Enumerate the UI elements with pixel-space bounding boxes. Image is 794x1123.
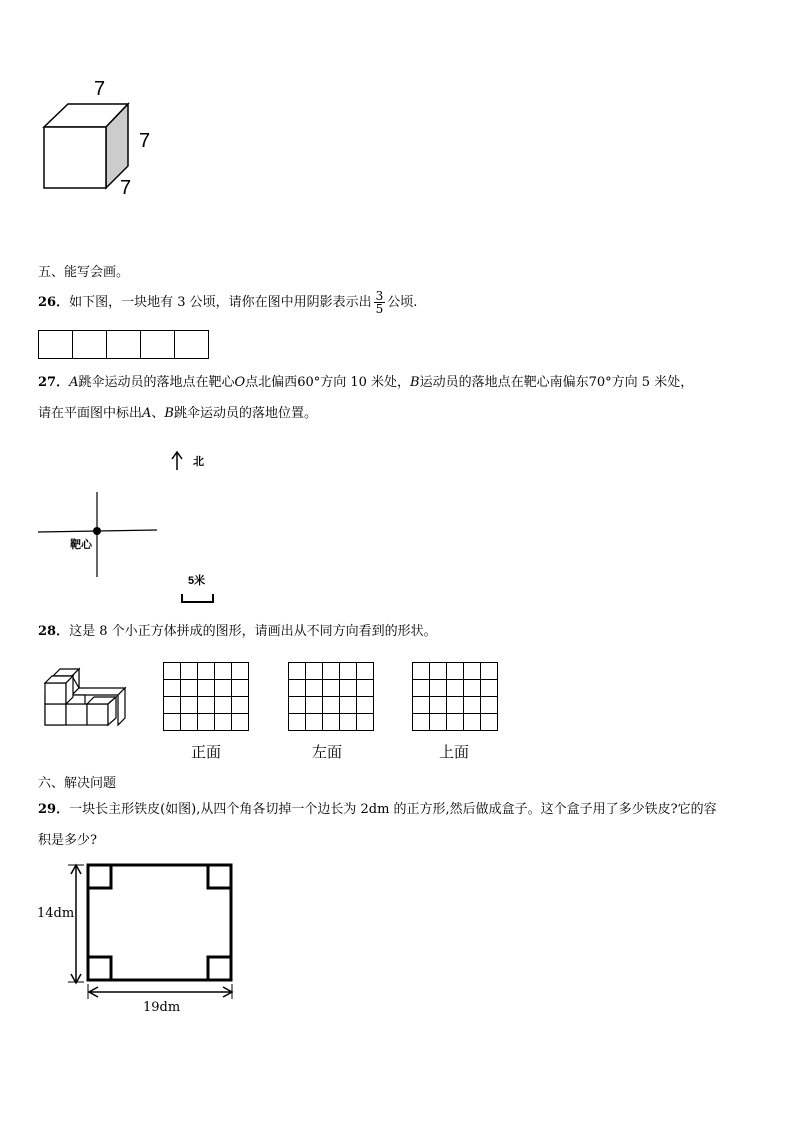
front-view-grid[interactable]: [163, 662, 249, 731]
q27-angle-1: 60°: [297, 375, 321, 390]
top-view-label: 上面: [439, 744, 470, 761]
q27-line2-var-a: A: [142, 406, 152, 421]
grid-cell[interactable]: [306, 697, 323, 714]
grid-cell[interactable]: [481, 714, 498, 731]
grid-cell[interactable]: [357, 663, 374, 680]
grid-cell[interactable]: [164, 697, 181, 714]
height-label: 14dm: [37, 906, 75, 921]
q27-line1: [38, 375, 693, 391]
grid-cell[interactable]: [215, 714, 232, 731]
q26-number: 26．: [38, 295, 70, 310]
q28-text: [38, 624, 437, 640]
grid-cell[interactable]: [481, 697, 498, 714]
grid-cell[interactable]: [215, 680, 232, 697]
q27-text-h: 运动员的落地点在靶心南偏东: [419, 375, 589, 390]
strip-cell[interactable]: [174, 330, 209, 359]
scale-bar: [182, 594, 213, 602]
grid-cell[interactable]: [357, 714, 374, 731]
grid-cell[interactable]: [464, 697, 481, 714]
grid-cell[interactable]: [289, 697, 306, 714]
grid-cell[interactable]: [430, 680, 447, 697]
q29-number: 29．: [38, 802, 70, 817]
q27-number: 27．: [38, 375, 70, 390]
left-view-label: 左面: [312, 744, 343, 761]
q27-line2-a: 请在平面图中标出: [38, 406, 143, 421]
cube-front-face: [44, 127, 106, 188]
q26-text: [38, 290, 417, 315]
q29-line1: [38, 802, 717, 818]
grid-cell[interactable]: [215, 697, 232, 714]
q27-text-b: 跳伞运动员的落地点在靶心: [78, 375, 235, 390]
corner-square-br: [208, 957, 231, 980]
scale-label: 5米: [188, 575, 206, 587]
grid-cell[interactable]: [447, 697, 464, 714]
section5-heading: 五、能写会画。: [38, 265, 130, 280]
grid-cell[interactable]: [306, 680, 323, 697]
left-view-grid[interactable]: [288, 662, 374, 731]
grid-cell[interactable]: [340, 697, 357, 714]
grid-cell[interactable]: [164, 663, 181, 680]
q29-line1-text: 一块长主形铁皮(如图),从四个角各切掉一个边长为 2dm 的正方形,然后做成盒子。这个盒子用了多少铁皮?它的容: [69, 802, 717, 817]
grid-cell[interactable]: [181, 697, 198, 714]
grid-cell[interactable]: [306, 714, 323, 731]
strip-cell[interactable]: [38, 330, 73, 359]
q29-line2: 积是多少?: [38, 833, 97, 848]
grid-cell[interactable]: [481, 663, 498, 680]
grid-cell[interactable]: [198, 663, 215, 680]
grid-cell[interactable]: [164, 680, 181, 697]
grid-cell[interactable]: [464, 714, 481, 731]
grid-cell[interactable]: [198, 697, 215, 714]
grid-cell[interactable]: [232, 714, 249, 731]
grid-cell[interactable]: [447, 680, 464, 697]
q27-var-b: B: [410, 375, 420, 390]
grid-cell[interactable]: [413, 714, 430, 731]
grid-cell[interactable]: [430, 714, 447, 731]
grid-cell[interactable]: [464, 680, 481, 697]
grid-cell[interactable]: [430, 697, 447, 714]
grid-cell[interactable]: [357, 697, 374, 714]
grid-cell[interactable]: [232, 697, 249, 714]
q26-fraction: [374, 290, 386, 315]
front-view-label: 正面: [191, 744, 222, 761]
corner-square-tr: [208, 865, 231, 888]
q27-text-f: 方向 10 米处，: [320, 375, 411, 390]
q29-sheet-figure: [60, 858, 250, 1008]
strip-cell[interactable]: [106, 330, 141, 359]
q27-line2-e: 跳伞运动员的落地位置。: [173, 406, 317, 421]
q26-frac-den: 5: [375, 302, 384, 316]
grid-cell[interactable]: [481, 680, 498, 697]
cube-right-label: 7: [139, 130, 151, 152]
q28-question: 这是 8 个小正方体拼成的图形，请画出从不同方向看到的形状。: [69, 624, 437, 639]
q26-text-before: 如下图，一块地有 3 公顷，请你在图中用阴影表示出: [69, 295, 372, 310]
grid-cell[interactable]: [232, 680, 249, 697]
grid-cell[interactable]: [289, 714, 306, 731]
grid-cell[interactable]: [340, 714, 357, 731]
width-label: 19dm: [143, 1000, 181, 1015]
grid-cell[interactable]: [232, 663, 249, 680]
corner-square-bl: [88, 957, 111, 980]
q27-line2-c: 、: [151, 406, 165, 421]
q28-number: 28．: [38, 624, 70, 639]
grid-cell[interactable]: [289, 680, 306, 697]
grid-cell[interactable]: [447, 663, 464, 680]
q26-strip[interactable]: [39, 330, 209, 359]
sheet-outline: [88, 865, 231, 980]
grid-cell[interactable]: [164, 714, 181, 731]
cube-depth-label: 7: [120, 177, 132, 199]
grid-cell[interactable]: [413, 663, 430, 680]
q27-angle-2: 70°: [588, 375, 612, 390]
grid-cell[interactable]: [323, 663, 340, 680]
q28-cube-stack: [40, 664, 130, 728]
corner-square-tl: [88, 865, 111, 888]
grid-cell[interactable]: [413, 697, 430, 714]
q27-line2-var-b: B: [164, 406, 174, 421]
grid-cell[interactable]: [323, 697, 340, 714]
grid-cell[interactable]: [357, 680, 374, 697]
strip-cell[interactable]: [140, 330, 175, 359]
q27-line2: [38, 406, 317, 422]
cube-top-label: 7: [94, 78, 106, 100]
q27-text-j: 方向 5 米处，: [611, 375, 694, 390]
q26-frac-num: 3: [375, 289, 384, 303]
grid-cell[interactable]: [215, 663, 232, 680]
grid-cell[interactable]: [340, 680, 357, 697]
grid-cell[interactable]: [464, 663, 481, 680]
grid-cell[interactable]: [413, 680, 430, 697]
grid-cell[interactable]: [198, 714, 215, 731]
grid-cell[interactable]: [340, 663, 357, 680]
q26-text-after: 公顷.: [387, 295, 418, 310]
section6-heading: 六、解决问题: [38, 776, 117, 791]
target-center-dot: [93, 527, 101, 535]
grid-cell[interactable]: [323, 680, 340, 697]
strip-cell[interactable]: [72, 330, 107, 359]
grid-cell[interactable]: [198, 680, 215, 697]
center-label: 靶心: [70, 539, 92, 551]
grid-cell[interactable]: [430, 663, 447, 680]
q27-text-d: 点北偏西: [245, 375, 298, 390]
grid-cell[interactable]: [289, 663, 306, 680]
grid-cell[interactable]: [181, 663, 198, 680]
q27-var-o: O: [234, 375, 246, 390]
north-label: 北: [193, 456, 204, 468]
grid-cell[interactable]: [181, 680, 198, 697]
q27-var-a: A: [69, 375, 79, 390]
grid-cell[interactable]: [447, 714, 464, 731]
grid-cell[interactable]: [306, 663, 323, 680]
grid-cell[interactable]: [323, 714, 340, 731]
top-view-grid[interactable]: [412, 662, 498, 731]
grid-cell[interactable]: [181, 714, 198, 731]
